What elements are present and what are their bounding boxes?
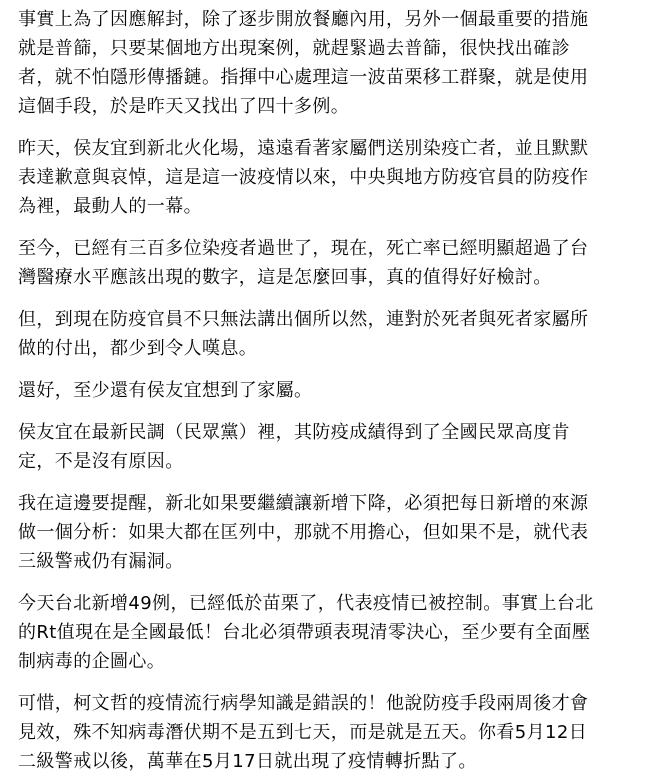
paragraph-2: 昨天，侯友宜到新北火化場，遠遠看著家屬們送別染疫亡者，並且默默 表達歉意與哀悼，這是這一波疫情以來，中央與地方防疫官員的防疫作 為裡，最動人的一幕。 (18, 138, 589, 217)
paragraph-3: 至今，已經有三百多位染疫者過世了，現在，死亡率已經明顯超過了台 灣醫療水平應該出現的數字，這是怎麼回事，真的值得好好檢討。 (18, 238, 589, 288)
paragraph-4: 但，到現在防疫官員不只無法講出個所以然，連對於死者與死者家屬所 做的付出，都少到令人嘆息。 (18, 309, 589, 359)
paragraph-7: 我在這邊要提醒，新北如果要繼續讓新增下降，必須把每日新增的來源 做一個分析：如果大都在匡列中，那就不用擔心，但如果不是，就代表 三級警戒仍有漏洞。 (18, 493, 589, 572)
paragraph-5: 還好，至少還有侯友宜想到了家屬。 (18, 380, 313, 401)
paragraph-8: 今天台北新增49例，已經低於苗栗了，代表疫情已被控制。事實上台北 的Rt值現在是全國最低！台北必須帶頭表現清零決心，至少要有全面壓 制病毒的企圖心。 (18, 593, 594, 672)
paragraph-1: 事實上為了因應解封，除了逐步開放餐廳內用，另外一個最重要的措施 就是普篩，只要某個地方出現案例，就趕緊過去普篩，很快找出確診 者，就不怕隱形傳播鏈。指揮中心處理這一波苗栗移工群聚，就是使用 這個手段，於是昨天又找出了四十多例。 (18, 9, 589, 117)
paragraph-6: 侯友宜在最新民調（民眾黨）裡，其防疫成績得到了全國民眾高度肯 定，不是沒有原因。 (18, 422, 570, 472)
paragraph-9: 可惜，柯文哲的疫情流行病學知識是錯誤的！他說防疫手段兩周後才會 見效，殊不知病毒潛伏期不是五到七天，而是就是五天。你看5月12日 二級警戒以後，萬華在5月17日就出現了疫情轉折點了。 (18, 693, 589, 772)
